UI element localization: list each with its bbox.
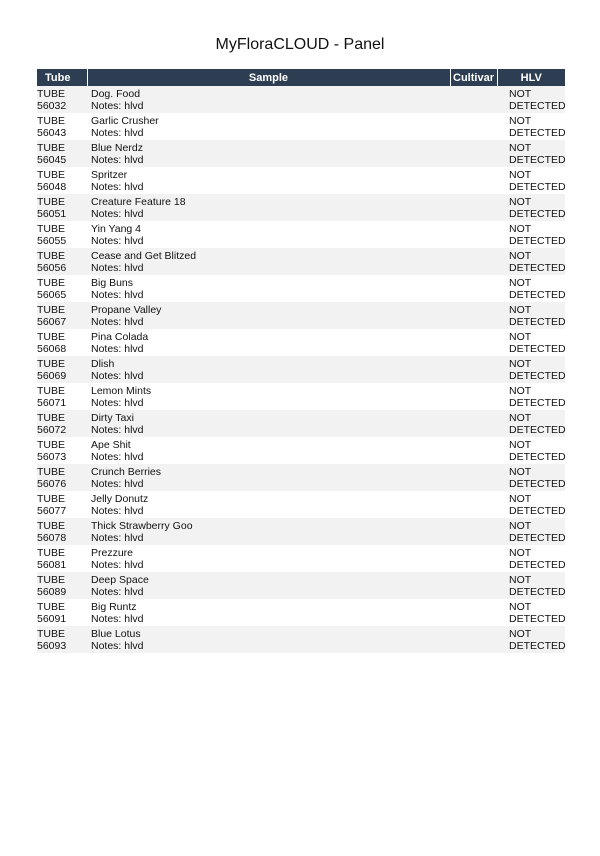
tube-cell (37, 86, 87, 113)
sample-notes: Notes: hlvd (91, 424, 144, 436)
hlv-cell (497, 329, 565, 356)
hlv-result-line2: DETECTED (509, 559, 566, 571)
hlv-cell (497, 626, 565, 653)
column-header-tube: Tube (37, 69, 87, 86)
cultivar-cell (450, 356, 497, 383)
tube-prefix: TUBE (37, 466, 66, 478)
cultivar-cell (450, 599, 497, 626)
hlv-result-line1: NOT (509, 88, 532, 100)
tube-prefix: TUBE (37, 196, 66, 208)
table-row (37, 86, 565, 113)
tube-prefix: TUBE (37, 547, 66, 559)
hlv-result-line2: DETECTED (509, 451, 566, 463)
sample-notes: Notes: hlvd (91, 343, 144, 355)
sample-cell (87, 626, 450, 653)
sample-notes: Notes: hlvd (91, 235, 144, 247)
tube-prefix: TUBE (37, 304, 66, 316)
hlv-result-line1: NOT (509, 466, 532, 478)
tube-cell (37, 383, 87, 410)
hlv-cell (497, 545, 565, 572)
sample-notes: Notes: hlvd (91, 289, 144, 301)
tube-cell (37, 491, 87, 518)
tube-cell (37, 626, 87, 653)
tube-prefix: TUBE (37, 115, 66, 127)
cultivar-cell (450, 248, 497, 275)
tube-cell (37, 545, 87, 572)
sample-notes: Notes: hlvd (91, 154, 144, 166)
hlv-cell (497, 572, 565, 599)
sample-name: Pina Colada (91, 331, 149, 343)
sample-name: Creature Feature 18 (91, 196, 186, 208)
hlv-result-line1: NOT (509, 142, 532, 154)
cultivar-cell (450, 572, 497, 599)
table-row (37, 356, 565, 383)
sample-cell (87, 221, 450, 248)
page-title: MyFloraCLOUD - Panel (215, 36, 385, 53)
hlv-result-line2: DETECTED (509, 397, 566, 409)
tube-id: 56048 (37, 181, 67, 193)
tube-id: 56093 (37, 640, 67, 652)
table-header-row (37, 69, 565, 86)
cultivar-cell (450, 464, 497, 491)
hlv-cell (497, 167, 565, 194)
table-row (37, 248, 565, 275)
tube-cell (37, 518, 87, 545)
sample-cell (87, 518, 450, 545)
tube-cell (37, 221, 87, 248)
hlv-result-line2: DETECTED (509, 262, 566, 274)
table-row (37, 383, 565, 410)
cultivar-cell (450, 275, 497, 302)
table-row (37, 599, 565, 626)
hlv-cell (497, 437, 565, 464)
sample-cell (87, 140, 450, 167)
table-body (37, 86, 565, 653)
sample-notes: Notes: hlvd (91, 505, 144, 517)
hlv-result-line1: NOT (509, 115, 532, 127)
sample-notes: Notes: hlvd (91, 262, 144, 274)
hlv-cell (497, 464, 565, 491)
hlv-result-line2: DETECTED (509, 208, 566, 220)
sample-name: Spritzer (91, 169, 128, 181)
hlv-result-line2: DETECTED (509, 154, 566, 166)
tube-id: 56055 (37, 235, 67, 247)
hlv-result-line1: NOT (509, 250, 532, 262)
sample-cell (87, 86, 450, 113)
hlv-cell (497, 113, 565, 140)
cultivar-cell (450, 626, 497, 653)
sample-name: Big Buns (91, 277, 134, 289)
cultivar-cell (450, 194, 497, 221)
hlv-result-line1: NOT (509, 358, 532, 370)
table-row (37, 302, 565, 329)
panel-table (37, 69, 565, 653)
hlv-cell (497, 356, 565, 383)
tube-id: 56077 (37, 505, 67, 517)
table-row (37, 194, 565, 221)
cultivar-cell (450, 329, 497, 356)
hlv-result-line2: DETECTED (509, 289, 566, 301)
table-row (37, 329, 565, 356)
tube-cell (37, 275, 87, 302)
cultivar-cell (450, 86, 497, 113)
tube-cell (37, 572, 87, 599)
tube-id: 56089 (37, 586, 67, 598)
sample-name: Lemon Mints (91, 385, 152, 397)
sample-cell (87, 572, 450, 599)
tube-prefix: TUBE (37, 628, 66, 640)
sample-name: Prezzure (91, 547, 134, 559)
hlv-result-line2: DETECTED (509, 181, 566, 193)
sample-name: Dlish (91, 358, 115, 370)
hlv-result-line2: DETECTED (509, 586, 566, 598)
sample-notes: Notes: hlvd (91, 586, 144, 598)
tube-id: 56067 (37, 316, 67, 328)
tube-cell (37, 437, 87, 464)
tube-prefix: TUBE (37, 520, 66, 532)
hlv-result-line2: DETECTED (509, 613, 566, 625)
table-row (37, 221, 565, 248)
sample-name: Garlic Crusher (91, 115, 159, 127)
hlv-result-line2: DETECTED (509, 640, 566, 652)
tube-id: 56069 (37, 370, 67, 382)
hlv-cell (497, 383, 565, 410)
cultivar-cell (450, 383, 497, 410)
tube-prefix: TUBE (37, 412, 66, 424)
hlv-result-line1: NOT (509, 520, 532, 532)
hlv-result-line2: DETECTED (509, 127, 566, 139)
tube-id: 56078 (37, 532, 67, 544)
tube-cell (37, 302, 87, 329)
sample-name: Deep Space (91, 574, 149, 586)
sample-notes: Notes: hlvd (91, 181, 144, 193)
cultivar-cell (450, 140, 497, 167)
sample-name: Blue Lotus (91, 628, 141, 640)
sample-name: Blue Nerdz (91, 142, 143, 154)
sample-cell (87, 329, 450, 356)
tube-cell (37, 248, 87, 275)
table-row (37, 113, 565, 140)
sample-notes: Notes: hlvd (91, 613, 144, 625)
hlv-cell (497, 410, 565, 437)
table-row (37, 410, 565, 437)
table-row (37, 464, 565, 491)
sample-notes: Notes: hlvd (91, 532, 144, 544)
hlv-result-line2: DETECTED (509, 505, 566, 517)
hlv-cell (497, 221, 565, 248)
tube-id: 56071 (37, 397, 67, 409)
tube-prefix: TUBE (37, 439, 66, 451)
tube-id: 56051 (37, 208, 67, 220)
hlv-cell (497, 599, 565, 626)
tube-prefix: TUBE (37, 385, 66, 397)
tube-prefix: TUBE (37, 250, 66, 262)
table-row (37, 545, 565, 572)
cultivar-cell (450, 545, 497, 572)
cultivar-cell (450, 302, 497, 329)
tube-cell (37, 410, 87, 437)
hlv-cell (497, 86, 565, 113)
hlv-result-line1: NOT (509, 277, 532, 289)
sample-name: Thick Strawberry Goo (91, 520, 193, 532)
sample-cell (87, 167, 450, 194)
tube-prefix: TUBE (37, 331, 66, 343)
hlv-cell (497, 140, 565, 167)
tube-id: 56081 (37, 559, 67, 571)
sample-notes: Notes: hlvd (91, 208, 144, 220)
table-row (37, 491, 565, 518)
sample-cell (87, 464, 450, 491)
tube-cell (37, 194, 87, 221)
cultivar-cell (450, 518, 497, 545)
cultivar-cell (450, 437, 497, 464)
tube-prefix: TUBE (37, 88, 66, 100)
sample-name: Jelly Donutz (91, 493, 149, 505)
hlv-cell (497, 248, 565, 275)
sample-cell (87, 437, 450, 464)
tube-cell (37, 329, 87, 356)
tube-id: 56091 (37, 613, 67, 625)
sample-name: Propane Valley (91, 304, 162, 316)
hlv-result-line2: DETECTED (509, 100, 566, 112)
hlv-cell (497, 194, 565, 221)
cultivar-cell (450, 221, 497, 248)
sample-cell (87, 194, 450, 221)
sample-cell (87, 248, 450, 275)
tube-prefix: TUBE (37, 358, 66, 370)
tube-id: 56043 (37, 127, 67, 139)
hlv-result-line1: NOT (509, 439, 532, 451)
sample-notes: Notes: hlvd (91, 127, 144, 139)
tube-id: 56032 (37, 100, 67, 112)
tube-id: 56045 (37, 154, 67, 166)
column-header-hlv: HLV (497, 69, 565, 86)
sample-notes: Notes: hlvd (91, 370, 144, 382)
hlv-result-line1: NOT (509, 331, 532, 343)
tube-id: 56073 (37, 451, 67, 463)
tube-prefix: TUBE (37, 142, 66, 154)
hlv-result-line1: NOT (509, 601, 532, 613)
table-row (37, 518, 565, 545)
hlv-result-line2: DETECTED (509, 478, 566, 490)
tube-prefix: TUBE (37, 169, 66, 181)
tube-cell (37, 167, 87, 194)
sample-cell (87, 113, 450, 140)
tube-id: 56065 (37, 289, 67, 301)
tube-id: 56056 (37, 262, 67, 274)
hlv-result-line2: DETECTED (509, 424, 566, 436)
hlv-result-line1: NOT (509, 223, 532, 235)
cultivar-cell (450, 410, 497, 437)
sample-name: Cease and Get Blitzed (91, 250, 197, 262)
tube-cell (37, 464, 87, 491)
hlv-result-line1: NOT (509, 169, 532, 181)
hlv-result-line1: NOT (509, 574, 532, 586)
tube-cell (37, 356, 87, 383)
hlv-result-line1: NOT (509, 628, 532, 640)
tube-id: 56068 (37, 343, 67, 355)
hlv-result-line2: DETECTED (509, 532, 566, 544)
tube-id: 56072 (37, 424, 67, 436)
sample-name: Ape Shit (91, 439, 131, 451)
sample-cell (87, 383, 450, 410)
hlv-cell (497, 518, 565, 545)
column-header-cultivar: Cultivar (450, 69, 497, 86)
hlv-cell (497, 491, 565, 518)
sample-name: Yin Yang 4 (91, 223, 142, 235)
cultivar-cell (450, 491, 497, 518)
tube-prefix: TUBE (37, 277, 66, 289)
hlv-result-line2: DETECTED (509, 370, 566, 382)
sample-cell (87, 275, 450, 302)
sample-cell (87, 410, 450, 437)
hlv-result-line1: NOT (509, 547, 532, 559)
sample-name: Crunch Berries (91, 466, 162, 478)
table-row (37, 140, 565, 167)
sample-notes: Notes: hlvd (91, 397, 144, 409)
hlv-result-line2: DETECTED (509, 235, 566, 247)
tube-id: 56076 (37, 478, 67, 490)
sample-cell (87, 599, 450, 626)
sample-cell (87, 302, 450, 329)
hlv-cell (497, 302, 565, 329)
column-header-sample: Sample (87, 69, 450, 86)
hlv-cell (497, 275, 565, 302)
sample-notes: Notes: hlvd (91, 451, 144, 463)
sample-notes: Notes: hlvd (91, 478, 144, 490)
tube-cell (37, 140, 87, 167)
sample-name: Big Runtz (91, 601, 137, 613)
tube-cell (37, 599, 87, 626)
hlv-result-line2: DETECTED (509, 316, 566, 328)
hlv-result-line1: NOT (509, 196, 532, 208)
table-row (37, 437, 565, 464)
table-row (37, 167, 565, 194)
sample-name: Dog. Food (91, 88, 141, 100)
cultivar-cell (450, 167, 497, 194)
hlv-result-line1: NOT (509, 412, 532, 424)
sample-cell (87, 491, 450, 518)
hlv-result-line2: DETECTED (509, 343, 566, 355)
sample-notes: Notes: hlvd (91, 640, 144, 652)
tube-cell (37, 113, 87, 140)
sample-notes: Notes: hlvd (91, 316, 144, 328)
hlv-result-line1: NOT (509, 385, 532, 397)
sample-notes: Notes: hlvd (91, 100, 144, 112)
table-row (37, 572, 565, 599)
table-row (37, 275, 565, 302)
hlv-result-line1: NOT (509, 304, 532, 316)
table-row (37, 626, 565, 653)
tube-prefix: TUBE (37, 574, 66, 586)
sample-name: Dirty Taxi (91, 412, 134, 424)
sample-cell (87, 356, 450, 383)
sample-cell (87, 545, 450, 572)
hlv-result-line1: NOT (509, 493, 532, 505)
cultivar-cell (450, 113, 497, 140)
sample-notes: Notes: hlvd (91, 559, 144, 571)
tube-prefix: TUBE (37, 493, 66, 505)
tube-prefix: TUBE (37, 223, 66, 235)
tube-prefix: TUBE (37, 601, 66, 613)
